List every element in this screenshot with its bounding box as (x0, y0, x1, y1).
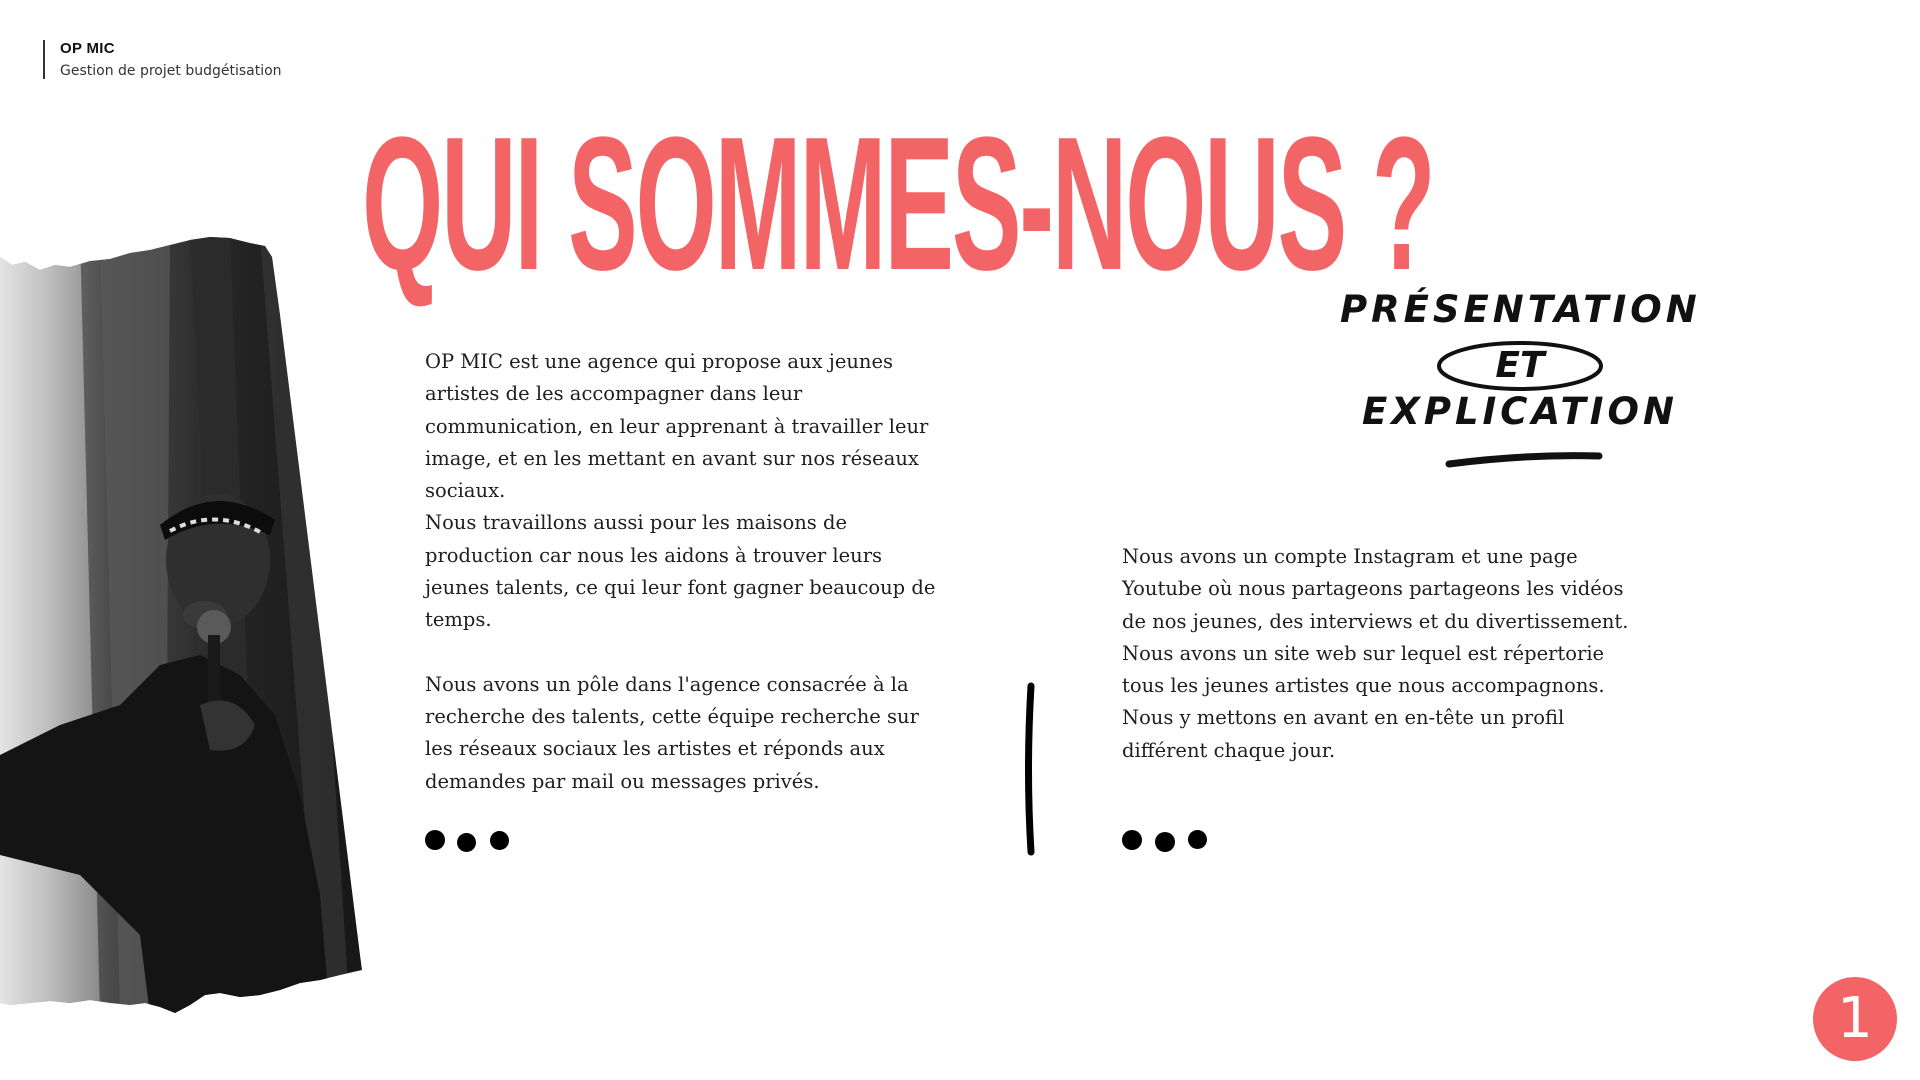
page-number-badge: 1 (1813, 977, 1897, 1061)
performer-photo (0, 235, 370, 1015)
tagline-line1: PRÉSENTATION (1340, 288, 1701, 331)
tagline-underline (1445, 450, 1605, 470)
right-paragraph-3: Nous y mettons en avant en en-tête un profil différent chaque jour. (1122, 706, 1565, 762)
header (43, 40, 282, 79)
intro-column-right (1122, 541, 1642, 767)
tagline (1340, 280, 1700, 480)
intro-column-left (425, 346, 945, 798)
brand-name: OP MIC (60, 40, 115, 57)
right-paragraph-2: Nous avons un site web sur lequel est répertorie tous les jeunes artistes que nous accompagnons. (1122, 641, 1605, 698)
left-paragraph-1: OP MIC est une agence qui propose aux jeunes artistes de les accompagner dans leur communication, en leur apprenant à travailler leur image, et en les mettant en avant sur nos réseaux sociaux. (425, 350, 929, 503)
page-title: QUI SOMMES-NOUS ? (362, 98, 1434, 310)
left-paragraph-3: Nous avons un pôle dans l'agence consacrée à la recherche des talents, cette équipe recherche sur les réseaux sociaux les artistes et réponds aux demandes par mail ou messages privés. (425, 672, 919, 793)
tagline-line3: EXPLICATION (1362, 390, 1678, 433)
tagline-circle (1435, 340, 1605, 392)
column-divider (1021, 680, 1041, 860)
tagline-line2: ET (1495, 345, 1545, 386)
brand-subtitle: Gestion de projet budgétisation (60, 63, 282, 79)
right-paragraph-1: Nous avons un compte Instagram et une page Youtube où nous partageons partageons les vidéos de nos jeunes, des interviews et du divertissement. (1122, 545, 1629, 633)
left-paragraph-2: Nous travaillons aussi pour les maisons de production car nous les aidons à trouver leurs jeunes talents, ce qui leur font gagner beaucoup de temps. (425, 511, 936, 632)
